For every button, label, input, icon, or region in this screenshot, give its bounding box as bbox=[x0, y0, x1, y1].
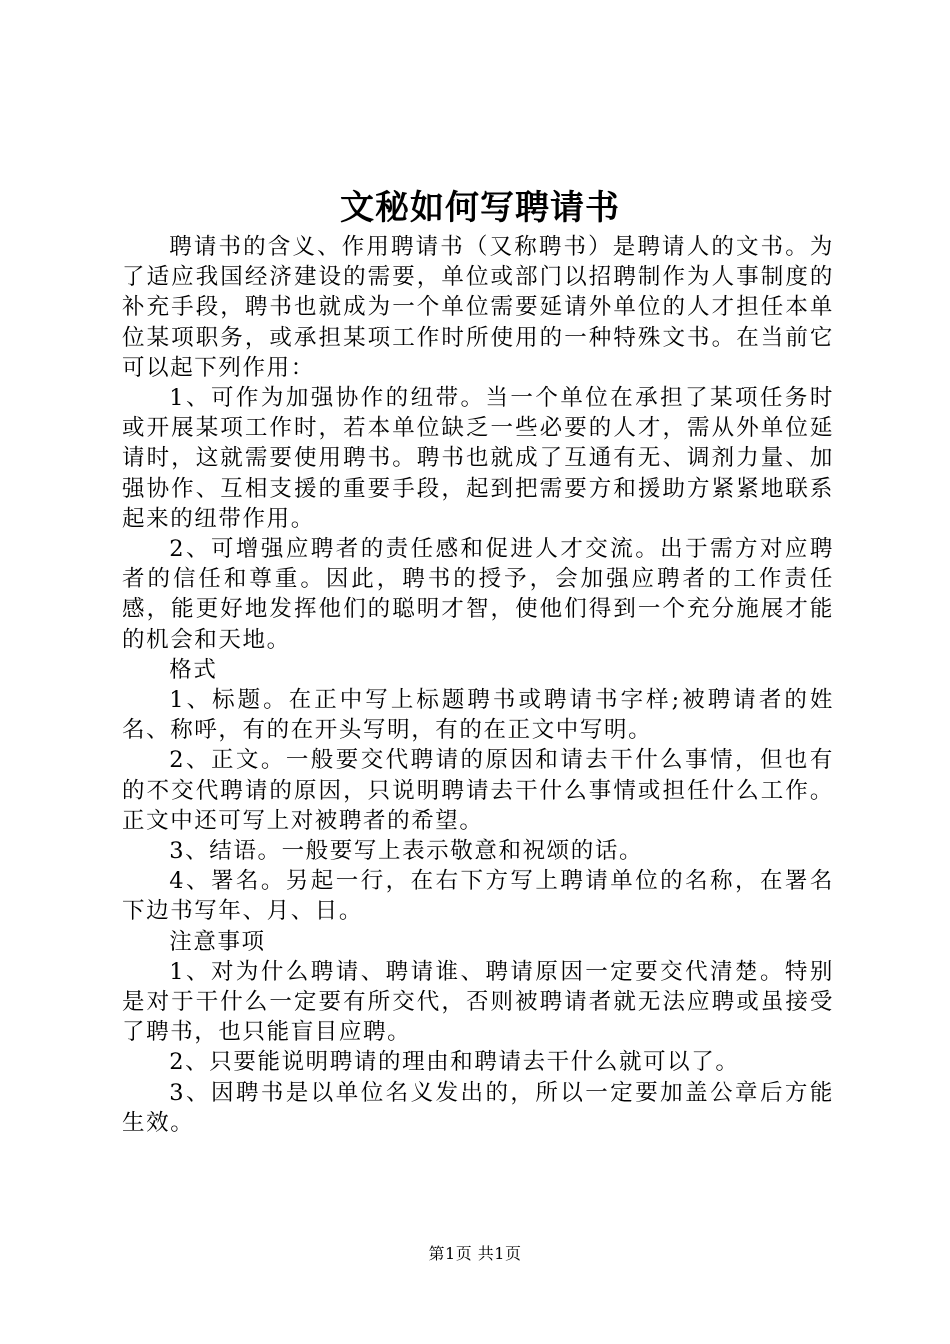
paragraph-format-1: 1、标题。在正中写上标题聘书或聘请书字样;被聘请者的姓名、称呼，有的在开头写明，有的在正文中写明。 bbox=[122, 687, 834, 744]
page-number-footer: 第1页 共1页 bbox=[428, 1244, 522, 1263]
paragraph-note-1: 1、对为什么聘请、聘请谁、聘请原因一定要交代清楚。特别是对于干什么一定要有所交代，否则被聘请者就无法应聘或虽接受了聘书，也只能盲目应聘。 bbox=[122, 958, 834, 1046]
document-body bbox=[122, 232, 834, 1138]
paragraph-role-1: 1、可作为加强协作的纽带。当一个单位在承担了某项任务时或开展某项工作时，若本单位缺乏一些必要的人才，需从外单位延请时，这就需要使用聘书。聘书也就成了互通有无、调剂力量、加强协作、互相支援的重要手段，起到把需要方和援助方紧紧地联系起来的纽带作用。 bbox=[122, 385, 834, 532]
document-title: 文秘如何写聘请书 bbox=[340, 188, 620, 228]
paragraph-intro: 聘请书的含义、作用聘请书（又称聘书）是聘请人的文书。为了适应我国经济建设的需要，单位或部门以招聘制作为人事制度的补充手段，聘书也就成为一个单位需要延请外单位的人才担任本单位某项职务，或承担某项工作时所使用的一种特殊文书。在当前它可以起下列作用： bbox=[122, 234, 834, 381]
paragraph-role-2: 2、可增强应聘者的责任感和促进人才交流。出于需方对应聘者的信任和尊重。因此，聘书的授予，会加强应聘者的工作责任感，能更好地发挥他们的聪明才智，使他们得到一个充分施展才能的机会和天地。 bbox=[122, 536, 834, 653]
paragraph-format-2: 2、正文。一般要交代聘请的原因和请去干什么事情，但也有的不交代聘请的原因，只说明聘请去干什么事情或担任什么工作。正文中还可写上对被聘者的希望。 bbox=[122, 747, 834, 834]
section-heading-format: 格式 bbox=[169, 656, 218, 683]
section-heading-notes: 注意事项 bbox=[169, 928, 266, 955]
paragraph-note-2: 2、只要能说明聘请的理由和聘请去干什么就可以了。 bbox=[169, 1049, 740, 1076]
paragraph-format-3: 3、结语。一般要写上表示敬意和祝颂的话。 bbox=[169, 838, 644, 865]
paragraph-format-4: 4、署名。另起一行，在右下方写上聘请单位的名称，在署名下边书写年、月、日。 bbox=[122, 868, 834, 925]
paragraph-note-3: 3、因聘书是以单位名义发出的，所以一定要加盖公章后方能生效。 bbox=[122, 1079, 834, 1136]
